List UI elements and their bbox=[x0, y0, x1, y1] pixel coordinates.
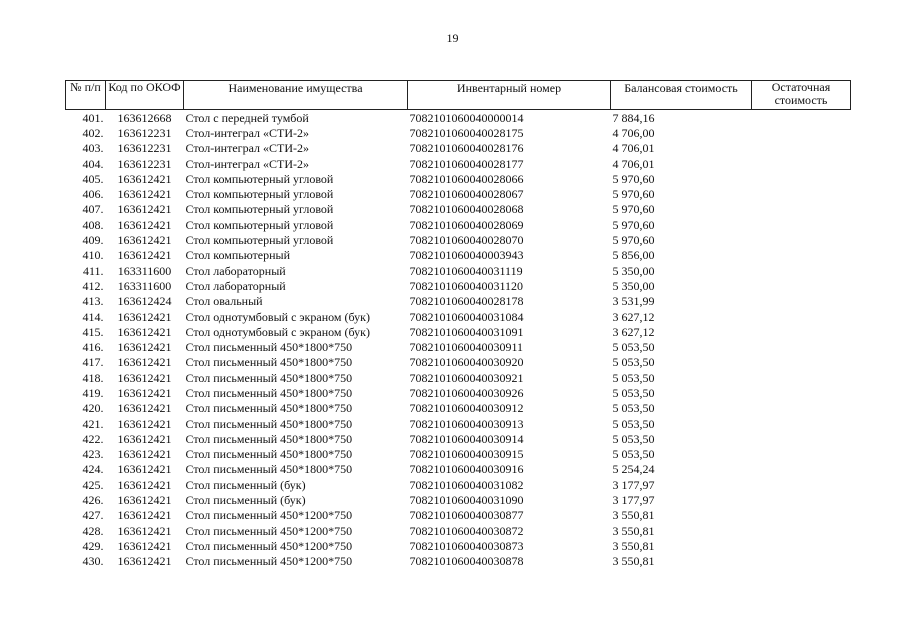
property-name: Стол письменный 450*1800*750 bbox=[185, 462, 353, 477]
residual-value bbox=[752, 370, 851, 385]
residual-value bbox=[752, 171, 851, 186]
table-row bbox=[66, 355, 851, 370]
row-number: 426. bbox=[82, 493, 104, 508]
okof-code: 163311600 bbox=[117, 263, 172, 278]
row-number: 421. bbox=[82, 416, 104, 431]
okof-code: 163612421 bbox=[117, 385, 172, 400]
inventory-number: 7082101060040030878 bbox=[409, 554, 524, 569]
property-register-table bbox=[65, 80, 851, 569]
row-number: 430. bbox=[82, 554, 104, 569]
row-number: 414. bbox=[82, 309, 104, 324]
okof-code: 163612421 bbox=[117, 508, 172, 523]
residual-value bbox=[752, 538, 851, 553]
balance-value: 5 254,24 bbox=[612, 462, 655, 477]
inventory-number: 7082101060040030872 bbox=[409, 523, 524, 538]
okof-code: 163612421 bbox=[117, 447, 172, 462]
okof-code: 163612421 bbox=[117, 355, 172, 370]
residual-value bbox=[752, 248, 851, 263]
inventory-number: 7082101060040028177 bbox=[409, 156, 524, 171]
row-number: 401. bbox=[82, 110, 104, 125]
table-row bbox=[66, 554, 851, 569]
inventory-number: 7082101060040028067 bbox=[409, 187, 524, 202]
inventory-number: 7082101060040031119 bbox=[409, 263, 523, 278]
balance-value: 5 970,60 bbox=[612, 233, 655, 248]
okof-code: 163612421 bbox=[117, 202, 172, 217]
property-name: Стол компьютерный угловой bbox=[185, 202, 334, 217]
okof-code: 163612421 bbox=[117, 523, 172, 538]
property-name: Стол однотумбовый с экраном (бук) bbox=[185, 309, 370, 324]
property-name: Стол компьютерный угловой bbox=[185, 187, 334, 202]
residual-value bbox=[752, 263, 851, 278]
okof-code: 163612421 bbox=[117, 462, 172, 477]
inventory-number: 7082101060040003943 bbox=[409, 248, 524, 263]
table-row bbox=[66, 324, 851, 339]
residual-value bbox=[752, 431, 851, 446]
table-row bbox=[66, 370, 851, 385]
inventory-number: 7082101060040030916 bbox=[409, 462, 524, 477]
table-row bbox=[66, 202, 851, 217]
inventory-number: 7082101060040030920 bbox=[409, 355, 524, 370]
property-name: Стол письменный 450*1800*750 bbox=[185, 370, 353, 385]
table-row bbox=[66, 339, 851, 354]
inventory-number: 7082101060040031091 bbox=[409, 324, 524, 339]
inventory-number: 7082101060040031082 bbox=[409, 477, 524, 492]
balance-value: 4 706,01 bbox=[612, 141, 655, 156]
row-number: 410. bbox=[82, 248, 104, 263]
balance-value: 5 970,60 bbox=[612, 217, 655, 232]
row-number: 427. bbox=[82, 508, 104, 523]
inventory-number: 7082101060040030926 bbox=[409, 385, 524, 400]
okof-code: 163612231 bbox=[117, 156, 172, 171]
residual-value bbox=[752, 309, 851, 324]
table-row bbox=[66, 492, 851, 507]
table-row bbox=[66, 232, 851, 247]
okof-code: 163612421 bbox=[117, 187, 172, 202]
row-number: 417. bbox=[82, 355, 104, 370]
residual-value bbox=[752, 217, 851, 232]
table-header bbox=[66, 81, 851, 110]
row-number: 404. bbox=[82, 156, 104, 171]
okof-code: 163612421 bbox=[117, 217, 172, 232]
row-number: 408. bbox=[82, 217, 104, 232]
balance-value: 3 550,81 bbox=[612, 523, 655, 538]
okof-code: 163612421 bbox=[117, 340, 172, 355]
inventory-number: 7082101060040000014 bbox=[409, 110, 524, 125]
row-number: 419. bbox=[82, 385, 104, 400]
property-name: Стол с передней тумбой bbox=[185, 110, 309, 125]
balance-value: 5 856,00 bbox=[612, 248, 655, 263]
property-name: Стол компьютерный угловой bbox=[185, 217, 334, 232]
table-row bbox=[66, 401, 851, 416]
inventory-number: 7082101060040028178 bbox=[409, 294, 524, 309]
inventory-number: 7082101060040030912 bbox=[409, 401, 524, 416]
okof-code: 163612421 bbox=[117, 233, 172, 248]
table-row bbox=[66, 416, 851, 431]
table-row bbox=[66, 508, 851, 523]
row-number: 415. bbox=[82, 324, 104, 339]
table-row bbox=[66, 309, 851, 324]
row-number: 403. bbox=[82, 141, 104, 156]
property-name: Стол однотумбовый с экраном (бук) bbox=[185, 324, 370, 339]
table-row bbox=[66, 278, 851, 293]
header-residual: Остаточная стоимость bbox=[752, 81, 851, 110]
okof-code: 163612421 bbox=[117, 493, 172, 508]
row-number: 429. bbox=[82, 538, 104, 553]
header-balance: Балансовая стоимость bbox=[611, 81, 752, 110]
inventory-number: 7082101060040030877 bbox=[409, 508, 524, 523]
balance-value: 5 053,50 bbox=[612, 340, 655, 355]
table-row bbox=[66, 125, 851, 140]
residual-value bbox=[752, 324, 851, 339]
table-row bbox=[66, 217, 851, 232]
okof-code: 163612421 bbox=[117, 431, 172, 446]
row-number: 425. bbox=[82, 477, 104, 492]
balance-value: 4 706,00 bbox=[612, 125, 655, 140]
residual-value bbox=[752, 554, 851, 569]
residual-value bbox=[752, 110, 851, 126]
residual-value bbox=[752, 462, 851, 477]
balance-value: 5 053,50 bbox=[612, 416, 655, 431]
table-row bbox=[66, 447, 851, 462]
residual-value bbox=[752, 355, 851, 370]
row-number: 407. bbox=[82, 202, 104, 217]
table-row bbox=[66, 477, 851, 492]
row-number: 423. bbox=[82, 447, 104, 462]
property-name: Стол письменный 450*1800*750 bbox=[185, 431, 353, 446]
inventory-number: 7082101060040028068 bbox=[409, 202, 524, 217]
residual-value bbox=[752, 141, 851, 156]
balance-value: 5 970,60 bbox=[612, 187, 655, 202]
property-name: Стол письменный 450*1800*750 bbox=[185, 401, 353, 416]
property-name: Стол-интеграл «СТИ-2» bbox=[185, 125, 310, 140]
table-row bbox=[66, 263, 851, 278]
residual-value bbox=[752, 278, 851, 293]
property-name: Стол письменный 450*1800*750 bbox=[185, 447, 353, 462]
header-num: № п/п bbox=[66, 81, 106, 110]
property-name: Стол письменный 450*1800*750 bbox=[185, 355, 353, 370]
property-name: Стол письменный 450*1800*750 bbox=[185, 340, 353, 355]
inventory-number: 7082101060040031090 bbox=[409, 493, 524, 508]
okof-code: 163612668 bbox=[117, 110, 172, 125]
table-row bbox=[66, 248, 851, 263]
residual-value bbox=[752, 492, 851, 507]
property-name: Стол компьютерный bbox=[185, 248, 291, 263]
property-name: Стол письменный (бук) bbox=[185, 477, 306, 492]
balance-value: 3 550,81 bbox=[612, 538, 655, 553]
balance-value: 3 550,81 bbox=[612, 554, 655, 569]
header-inventory: Инвентарный номер bbox=[408, 81, 611, 110]
row-number: 413. bbox=[82, 294, 104, 309]
residual-value bbox=[752, 202, 851, 217]
row-number: 402. bbox=[82, 125, 104, 140]
balance-value: 5 053,50 bbox=[612, 401, 655, 416]
row-number: 409. bbox=[82, 233, 104, 248]
balance-value: 3 627,12 bbox=[612, 309, 655, 324]
property-name: Стол лабораторный bbox=[185, 278, 286, 293]
balance-value: 5 053,50 bbox=[612, 370, 655, 385]
inventory-number: 7082101060040030915 bbox=[409, 447, 524, 462]
property-name: Стол овальный bbox=[185, 294, 263, 309]
property-name: Стол компьютерный угловой bbox=[185, 171, 334, 186]
table-row bbox=[66, 538, 851, 553]
inventory-number: 7082101060040030921 bbox=[409, 370, 524, 385]
property-name: Стол компьютерный угловой bbox=[185, 233, 334, 248]
property-name: Стол-интеграл «СТИ-2» bbox=[185, 141, 310, 156]
inventory-number: 7082101060040028176 bbox=[409, 141, 524, 156]
table-row bbox=[66, 462, 851, 477]
okof-code: 163612231 bbox=[117, 125, 172, 140]
table-row bbox=[66, 523, 851, 538]
row-number: 428. bbox=[82, 523, 104, 538]
okof-code: 163612421 bbox=[117, 309, 172, 324]
okof-code: 163612421 bbox=[117, 477, 172, 492]
table-row bbox=[66, 156, 851, 171]
row-number: 405. bbox=[82, 171, 104, 186]
balance-value: 5 053,50 bbox=[612, 447, 655, 462]
property-name: Стол письменный 450*1200*750 bbox=[185, 508, 353, 523]
header-okof: Код по ОКОФ bbox=[106, 81, 184, 110]
balance-value: 5 053,50 bbox=[612, 431, 655, 446]
property-name: Стол письменный (бук) bbox=[185, 493, 306, 508]
property-name: Стол лабораторный bbox=[185, 263, 286, 278]
property-name: Стол письменный 450*1800*750 bbox=[185, 385, 353, 400]
row-number: 422. bbox=[82, 431, 104, 446]
row-number: 424. bbox=[82, 462, 104, 477]
okof-code: 163612421 bbox=[117, 324, 172, 339]
table-row bbox=[66, 431, 851, 446]
okof-code: 163612424 bbox=[117, 294, 172, 309]
row-number: 416. bbox=[82, 340, 104, 355]
inventory-number: 7082101060040028070 bbox=[409, 233, 524, 248]
table-body bbox=[66, 110, 851, 569]
okof-code: 163612421 bbox=[117, 248, 172, 263]
okof-code: 163612231 bbox=[117, 141, 172, 156]
balance-value: 5 053,50 bbox=[612, 355, 655, 370]
inventory-number: 7082101060040030914 bbox=[409, 431, 524, 446]
residual-value bbox=[752, 477, 851, 492]
header-row bbox=[66, 81, 851, 110]
balance-value: 3 550,81 bbox=[612, 508, 655, 523]
row-number: 411. bbox=[82, 263, 104, 278]
residual-value bbox=[752, 523, 851, 538]
property-name: Стол письменный 450*1200*750 bbox=[185, 523, 353, 538]
inventory-number: 7082101060040030913 bbox=[409, 416, 524, 431]
inventory-number: 7082101060040031120 bbox=[409, 278, 524, 293]
table-row bbox=[66, 171, 851, 186]
balance-value: 4 706,01 bbox=[612, 156, 655, 171]
residual-value bbox=[752, 339, 851, 354]
residual-value bbox=[752, 232, 851, 247]
okof-code: 163612421 bbox=[117, 370, 172, 385]
balance-value: 3 177,97 bbox=[612, 477, 655, 492]
inventory-number: 7082101060040028175 bbox=[409, 125, 524, 140]
okof-code: 163612421 bbox=[117, 538, 172, 553]
property-name: Стол письменный 450*1200*750 bbox=[185, 554, 353, 569]
balance-value: 5 970,60 bbox=[612, 202, 655, 217]
table-row bbox=[66, 186, 851, 201]
row-number: 420. bbox=[82, 401, 104, 416]
balance-value: 3 531,99 bbox=[612, 294, 655, 309]
residual-value bbox=[752, 401, 851, 416]
page-number: 19 bbox=[446, 31, 459, 45]
balance-value: 3 177,97 bbox=[612, 493, 655, 508]
balance-value: 3 627,12 bbox=[612, 324, 655, 339]
okof-code: 163612421 bbox=[117, 416, 172, 431]
residual-value bbox=[752, 385, 851, 400]
okof-code: 163612421 bbox=[117, 554, 172, 569]
property-name: Стол письменный 450*1800*750 bbox=[185, 416, 353, 431]
residual-value bbox=[752, 156, 851, 171]
row-number: 412. bbox=[82, 278, 104, 293]
property-name: Стол письменный 450*1200*750 bbox=[185, 538, 353, 553]
table-row bbox=[66, 141, 851, 156]
okof-code: 163612421 bbox=[117, 401, 172, 416]
inventory-number: 7082101060040030873 bbox=[409, 538, 524, 553]
residual-value bbox=[752, 508, 851, 523]
residual-value bbox=[752, 294, 851, 309]
okof-code: 163612421 bbox=[117, 171, 172, 186]
balance-value: 5 350,00 bbox=[612, 278, 655, 293]
inventory-number: 7082101060040031084 bbox=[409, 309, 524, 324]
inventory-number: 7082101060040028066 bbox=[409, 171, 524, 186]
balance-value: 5 053,50 bbox=[612, 385, 655, 400]
row-number: 418. bbox=[82, 370, 104, 385]
balance-value: 7 884,16 bbox=[612, 110, 655, 125]
balance-value: 5 970,60 bbox=[612, 171, 655, 186]
header-name: Наименование имущества bbox=[184, 81, 408, 110]
residual-value bbox=[752, 447, 851, 462]
residual-value bbox=[752, 186, 851, 201]
table-row bbox=[66, 294, 851, 309]
property-name: Стол-интеграл «СТИ-2» bbox=[185, 156, 310, 171]
balance-value: 5 350,00 bbox=[612, 263, 655, 278]
table-row bbox=[66, 385, 851, 400]
inventory-number: 7082101060040028069 bbox=[409, 217, 524, 232]
okof-code: 163311600 bbox=[117, 278, 172, 293]
table-row bbox=[66, 110, 851, 126]
residual-value bbox=[752, 125, 851, 140]
row-number: 406. bbox=[82, 187, 104, 202]
residual-value bbox=[752, 416, 851, 431]
inventory-number: 7082101060040030911 bbox=[409, 340, 524, 355]
